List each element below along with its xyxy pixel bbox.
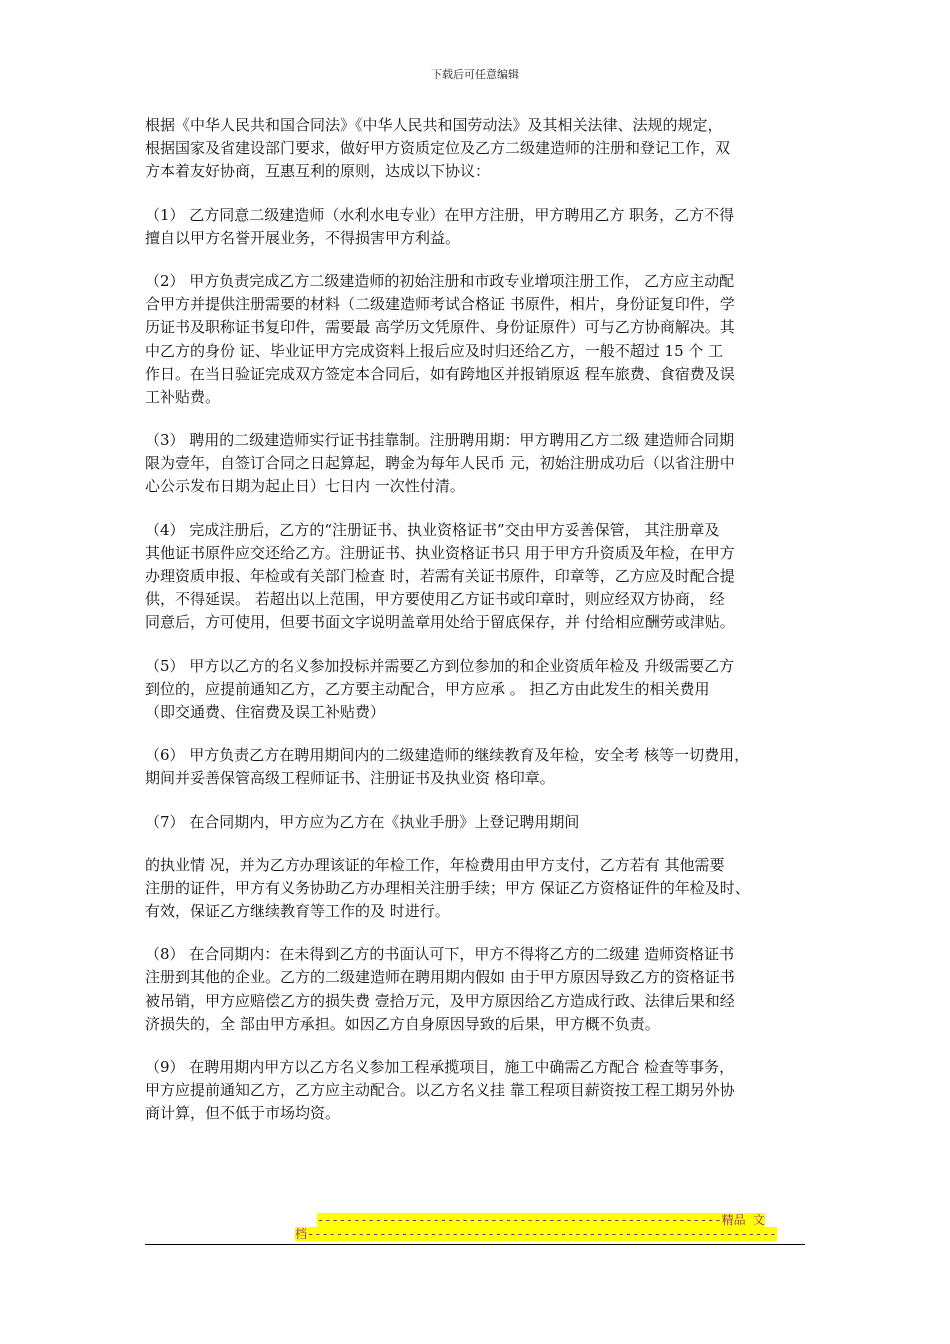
text-line: 办理资质申报、年检或有关部门检查 时，若需有关证书原件，印章等，乙方应及时配合提 [145,567,735,585]
text-line: 有效，保证乙方继续教育等工作的及 时进行。 [145,902,450,921]
text-line: 根据国家及省建设部门要求，做好甲方资质定位及乙方二级建造师的注册和登记工作，双 [145,139,731,158]
clause-8 [145,943,811,1036]
text-line: 工补贴费。 [145,387,221,406]
text-line: （6） 甲方负责乙方在聘用期间内的二级建造师的继续教育及年检，安全考 核等一切费用， [145,746,750,765]
clause-5 [145,655,811,725]
text-line: 中乙方的身份 证、毕业证甲方完成资料上报后应及时归还给乙方，一般不超过 15 个 工 [145,341,724,360]
clause-3 [145,429,811,499]
text-line: 根据《中华人民共和国合同法》《中华人民共和国劳动法》及其相关法律、法规的规定， [145,116,723,134]
text-line: （3） 聘用的二级建造师实行证书挂靠制。注册聘用期：甲方聘用乙方二级 建造师合同期 [145,431,735,450]
clause-6 [145,744,811,790]
text-line: （4） 完成注册后，乙方的“注册证书、执业资格证书”交由甲方妥善保管， 其注册章及 [145,520,720,539]
clause-9 [145,1056,811,1126]
clause-1 [145,204,811,250]
clause-4 [145,519,811,635]
text-line: 的执业情 况，并为乙方办理该证的年检工作，年检费用由甲方支付，乙方若有 其他需要 [145,855,725,874]
text-line: 到位的，应提前通知乙方，乙方要主动配合，甲方应承 。 担乙方由此发生的相关费用 [145,679,710,698]
text-line: （2） 甲方负责完成乙方二级建造师的初始注册和市政专业增项注册工作， 乙方应主动配 [145,271,735,290]
text-line: 方本着友好协商，互惠互利的原则，达成以下协议： [145,162,491,181]
clause-2 [145,270,811,409]
text-line: 历证书及职称证书复印件，需要最 高学历文凭原件、身份证原件）可与乙方协商解决。其 [145,318,735,337]
text-line: （9） 在聘用期内甲方以乙方名义参加工程承揽项目，施工中确需乙方配合 检查等事务， [145,1058,735,1076]
text-line: 甲方应提前通知乙方，乙方应主动配合。以乙方名义挂 靠工程项目薪资按工程工期另外协 [145,1081,735,1100]
paragraph-intro [145,114,811,184]
text-line: 限为壹年，自签订合同之日起算起，聘金为每年人民币 元，初始注册成功后（以省注册中 [145,454,735,473]
text-line: 被吊销，甲方应赔偿乙方的损失费 壹拾万元，及甲方原因给乙方造成行政、法律后果和经 [145,991,735,1010]
text-line: 同意后，方可使用，但要书面文字说明盖章用处给于留底保存，并 付给相应酬劳或津贴。 [145,613,735,632]
text-line: （5） 甲方以乙方的名义参加投标并需要乙方到位参加的和企业资质年检及 升级需要乙方 [145,656,735,675]
footer-banner [295,1213,777,1241]
footer-line-1: --------------------------------------------------------精品 文 [317,1213,765,1227]
footer-line-2: 档----------------------------------------------------------------- [295,1227,777,1241]
text-line: （即交通费、住宿费及误工补贴费） [145,702,386,721]
text-line: 心公示发布日期为起止日）七日内 一次性付清。 [145,477,465,496]
text-line: 商计算，但不低于市场均资。 [145,1104,341,1123]
text-line: 其他证书原件应交还给乙方。注册证书、执业资格证书只 用于甲方升资质及年检，在甲方 [145,543,735,562]
text-line: 注册的证件，甲方有义务协助乙方办理相关注册手续；甲方 保证乙方资格证件的年检及时、 [145,878,750,897]
clause-7-continued [145,854,811,924]
text-line: 擅自以甲方名誉开展业务，不得损害甲方利益。 [145,228,461,247]
text-line: （8） 在合同期内：在未得到乙方的书面认可下，甲方不得将乙方的二级建 造师资格证书 [145,945,735,964]
text-line: 供，不得延误。 若超出以上范围，甲方要使用乙方证书或印章时，则应经双方协商， 经 [145,590,725,609]
clause-7 [145,811,811,834]
text-line: 作日。在当日验证完成双方签定本合同后，如有跨地区并报销原返 程车旅费、食宿费及误 [145,364,735,383]
page-header: 下载后可任意编辑 [431,68,519,81]
text-line: 期间并妥善保管高级工程师证书、注册证书及执业资 格印章。 [145,769,555,788]
text-line: 济损失的，全 部由甲方承担。如因乙方自身原因导致的后果，甲方概不负责。 [145,1014,660,1033]
text-line: （7） 在合同期内，甲方应为乙方在《执业手册》上登记聘用期间 [145,812,580,831]
document-body [145,114,811,1126]
footer-divider [145,1244,805,1245]
text-line: 合甲方并提供注册需要的材料（二级建造师考试合格证 书原件，相片，身份证复印件，学 [145,295,735,314]
text-line: （1） 乙方同意二级建造师（水利水电专业）在甲方注册，甲方聘用乙方 职务，乙方不得 [145,205,735,224]
text-line: 注册到其他的企业。乙方的二级建造师在聘用期内假如 由于甲方原因导致乙方的资格证书 [145,968,735,987]
